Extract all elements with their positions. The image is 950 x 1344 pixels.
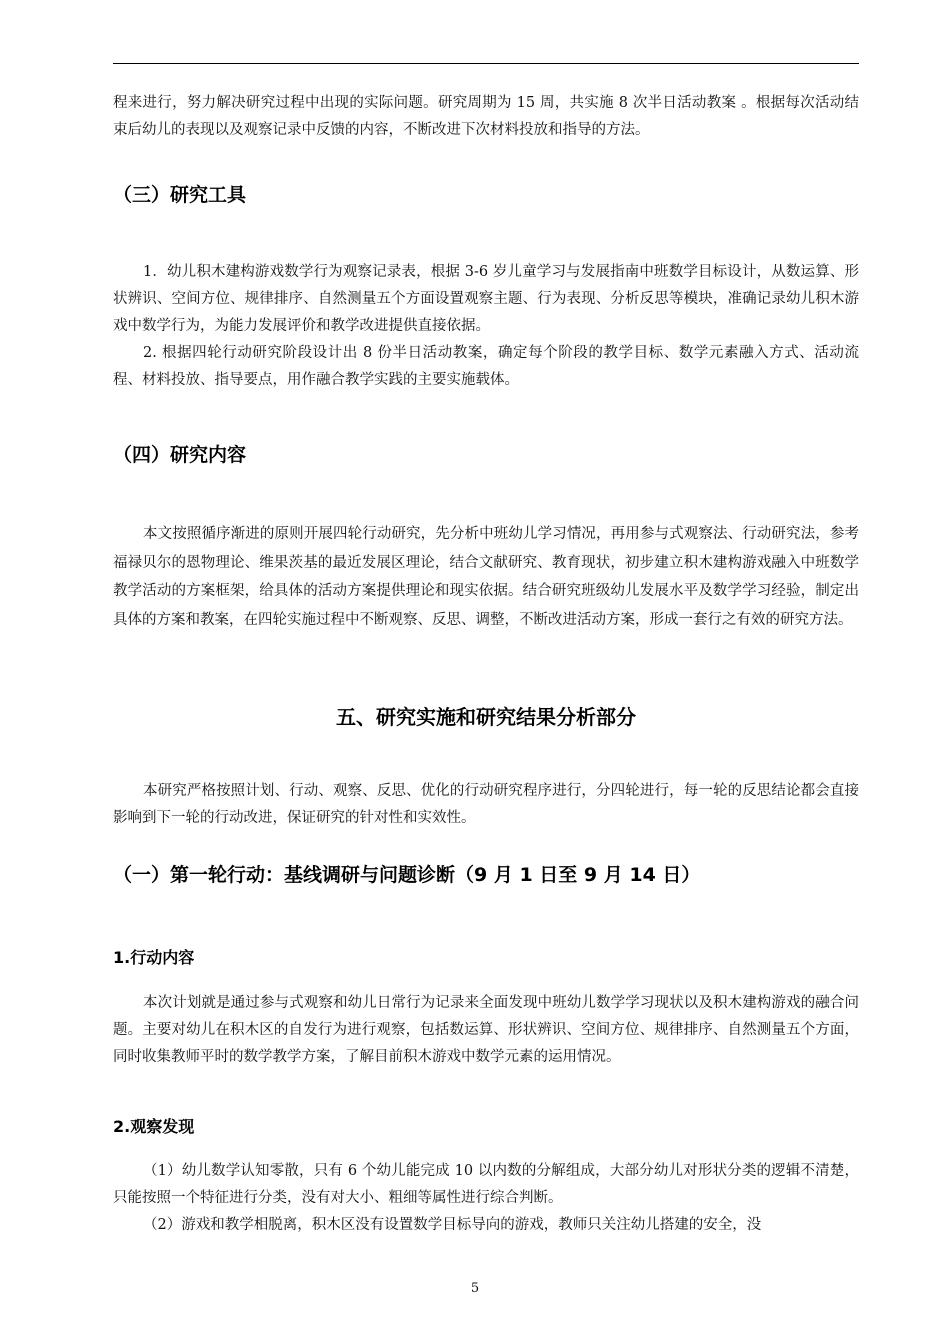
tools-item-2: 2. 根据四轮行动研究阶段设计出 8 份半日活动教案，确定每个阶段的教学目标、数学元素融入方式、活动流程、材料投放、指导要点，用作融合教学实践的主要实施载体。	[113, 345, 859, 388]
tools-heading-block	[113, 180, 859, 210]
page-number: 5	[470, 1281, 480, 1296]
round1-heading-block	[113, 860, 859, 890]
finding-item-2: （2）游戏和教学相脱离，积木区没有设置数学目标导向的游戏，教师只关注幼儿搭建的安全，没	[143, 1217, 762, 1233]
body-paragraph: 本文按照循序渐进的原则开展四轮行动研究，先分析中班幼儿学习情况，再用参与式观察法、行动研究法，参考福禄贝尔的恩物理论、维果茨基的最近发展区理论，结合文献研究、教育现状，初步建立积木建构游戏融入中班数学教学活动的方案框架，给具体的活动方案提供理论和现实依据。结合研究班级幼儿发展水平及数学学习经验，制定出具体的方案和教案，在四轮实施过程中不断观察、反思、调整，不断改进活动方案，形成一套行之有效的研究方法。	[113, 526, 859, 628]
subheading-observations: 2.观察发现	[113, 1117, 195, 1136]
tools-item-1: 1．幼儿积木建构游戏数学行为观察记录表，根据 3-6 岁儿童学习与发展指南中班数学目标设计，从数运算、形状辨识、空间方位、规律排序、自然测量五个方面设置观察主题、行为表现、分析反思等模块，准确记录幼儿积木游戏中数学行为，为能力发展评价和教学改进提供直接依据。	[113, 264, 859, 334]
content-heading-block	[113, 440, 859, 470]
finding-item-1: （1）幼儿数学认知零散，只有 6 个幼儿能完成 10 以内数的分解组成，大部分幼儿对形状分类的逻辑不清楚，只能按照一个特征进行分类，没有对大小、粗细等属性进行综合判断。	[113, 1163, 859, 1206]
content-paragraph-block	[113, 520, 859, 634]
body-paragraph: 程来进行，努力解决研究过程中出现的实际问题。研究周期为 15 周，共实施 8 次半日活动教案 。根据每次活动结束后幼儿的表现以及观察记录中反馈的内容，不断改进下次材料投放和指导的方法。	[113, 95, 859, 138]
heading-research-content: （四）研究内容	[113, 444, 247, 466]
findings-list	[113, 1158, 859, 1239]
heading-round-1: （一）第一轮行动：基线调研与问题诊断（9 月 1 日至 9 月 14 日）	[113, 864, 701, 886]
section-title: 五、研究实施和研究结果分析部分	[336, 705, 636, 729]
tools-list	[113, 259, 859, 394]
paragraph-continuation	[113, 90, 859, 144]
body-paragraph: 本研究严格按照计划、行动、观察、反思、优化的行动研究程序进行，分四轮进行，每一轮的反思结论都会直接影响到下一轮的行动改进，保证研究的针对性和实效性。	[113, 783, 859, 826]
section5-heading-block	[113, 702, 859, 732]
action-heading-block	[113, 945, 859, 971]
heading-research-tools: （三）研究工具	[113, 184, 247, 206]
action-paragraph-block	[113, 990, 859, 1071]
findings-heading-block	[113, 1114, 859, 1140]
body-paragraph: 本次计划就是通过参与式观察和幼儿日常行为记录来全面发现中班幼儿数学学习现状以及积木建构游戏的融合问题。主要对幼儿在积木区的自发行为进行观察，包括数运算、形状辨识、空间方位、规律排序、自然测量五个方面，同时收集教师平时的数学教学方案，了解目前积木游戏中数学元素的运用情况。	[113, 995, 859, 1065]
header-rule	[113, 63, 859, 64]
subheading-action-content: 1.行动内容	[113, 948, 195, 967]
section5-paragraph-block	[113, 778, 859, 832]
